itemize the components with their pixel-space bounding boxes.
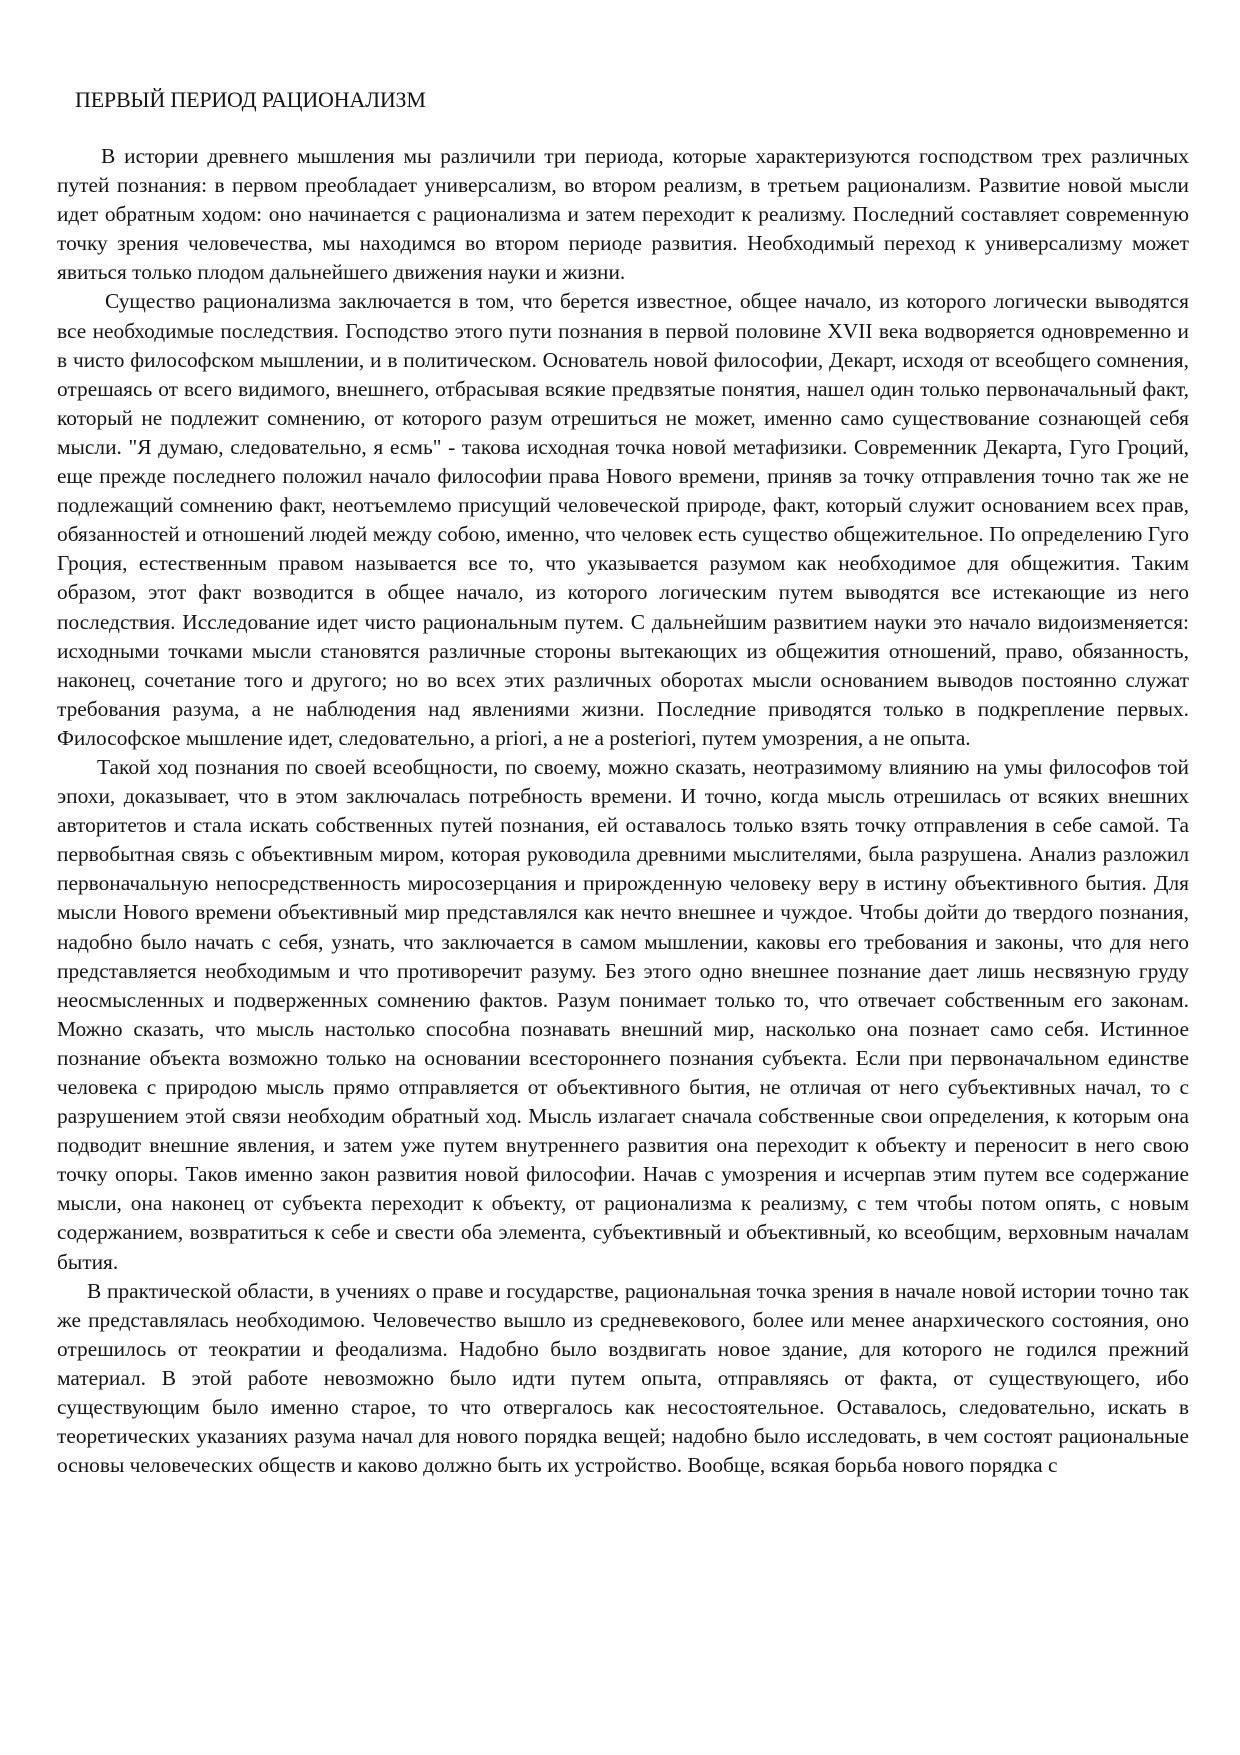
paragraph-3: Такой ход познания по своей всеобщности, по своему, можно сказать, неотразимому влиянию на умы философов той эпохи, доказывает, что в этом заключалась потребность времени. И точно, когда мысль отрешилась от всяких внешних авторитетов и стала искать собственных путей познания, ей оставалось только взять точку отправления в себе самой. Та первобытная связь с объективным миром, которая руководила древними мыслителями, была разрушена. Анализ разложил первоначальную непосредственность миросозерцания и прирожденную человеку веру в истину объективного бытия. Для мысли Нового времени объективный мир представлялся как нечто внешнее и чуждое. Чтобы дойти до твердого познания, надобно было начать с себя, узнать, что заключается в самом мышлении, каковы его требования и законы, что для него представляется необходимым и что противоречит разуму. Без этого одно внешнее познание дает лишь несвязную груду неосмысленных и подверженных сомнению фактов. Разум понимает только то, что отвечает собственным его законам. Можно сказать, что мысль настолько способна познавать внешний мир, насколько она познает само себя. Истинное познание объекта возможно только на основании всестороннего познания субъекта. Если при первоначальном единстве человека с природою мысль прямо отправляется от объективного бытия, не отличая от него субъективных начал, то с разрушением этой связи необходим обратный ход. Мысль излагает сначала собственные свои определения, к которым она подводит внешние явления, и затем уже путем внутреннего развития она переходит к объекту и переносит в него свою точку опоры. Таков именно закон развития новой философии. Начав с умозрения и исчерпав этим путем все содержание мысли, она наконец от субъекта переходит к объекту, от рационализма к реализму, с тем чтобы потом опять, с новым содержанием, возвратиться к себе и свести оба элемента, субъективный и объективный, ко всеобщим, верховным началам бытия. [57, 754, 1189, 1274]
paragraph-4: В практической области, в учениях о праве и государстве, рациональная точка зрения в начале новой истории точно так же представлялась необходимою. Человечество вышло из средневекового, более или менее анархического состояния, оно отрешилось от теократии и феодализма. Надобно было воздвигать новое здание, для которого не годился прежний материал. В этой работе невозможно было идти путем опыта, отправляясь от факта, от существующего, ибо существующим было именно старое, то что отвергалось как несостоятельное. Оставалось, следовательно, искать в теоретических указаниях разума начал для нового порядка вещей; надобно было исследовать, в чем состоят рациональные основы человеческих обществ и каково должно быть их устройство. Вообще, всякая борьба нового порядка с [57, 1278, 1189, 1478]
paragraph-2: Существо рационализма заключается в том, что берется известное, общее начало, из которого логически выводятся все необходимые последствия. Господство этого пути познания в первой половине XVII века водворяется одновременно и в чисто философском мышлении, и в политическом. Основатель новой философии, Декарт, исходя от всеобщего сомнения, отрешаясь от всего видимого, внешнего, отбрасывая всякие предвзятые понятия, нашел один только первоначальный факт, который не подлежит сомнению, от которого разум отрешиться не может, именно само существование сознающей себя мысли. "Я думаю, следовательно, я есмь" - такова исходная точка новой метафизики. Современник Декарта, Гуго Гроций, еще прежде последнего положил начало философии права Нового времени, приняв за точку отправления точно так же не подлежащий сомнению факт, неотъемлемо присущий человеческой природе, факт, который служит основанием всех прав, обязанностей и отношений людей между собою, именно, что человек есть существо общежительное. По определению Гуго Гроция, естественным правом называется все то, что указывается разумом как необходимое для общежития. Таким образом, этот факт возводится в общее начало, из которого логическим путем выводятся все истекающие из него последствия. Исследование идет чисто рациональным путем. С дальнейшим развитием науки это начало видоизменяется: исходными точками мысли становятся различные стороны вытекающих из общежития отношений, право, обязанность, наконец, сочетание того и другого; но во всех этих различных оборотах мысли основанием выводов постоянно служат требования разума, а не наблюдения над явлениями жизни. Последние приводятся только в подкрепление первых. Философское мышление идет, следовательно, a priori, а не a posteriori, путем умозрения, а не опыта. [57, 289, 1189, 750]
paragraph-1: В истории древнего мышления мы различили три периода, которые характеризуются господством трех различных путей познания: в первом преобладает универсализм, во втором реализм, в третьем рационализм. Развитие новой мысли идет обратным ходом: оно начинается с рационализма и затем переходит к реализму. Последний составляет современную точку зрения человечества, мы находимся во втором периоде развития. Необходимый переход к универсализму может явиться только плодом дальнейшего движения науки и жизни. [57, 144, 1189, 285]
document-body [57, 142, 1189, 1480]
document-title: ПЕРВЫЙ ПЕРИОД РАЦИОНАЛИЗМ [75, 87, 426, 112]
